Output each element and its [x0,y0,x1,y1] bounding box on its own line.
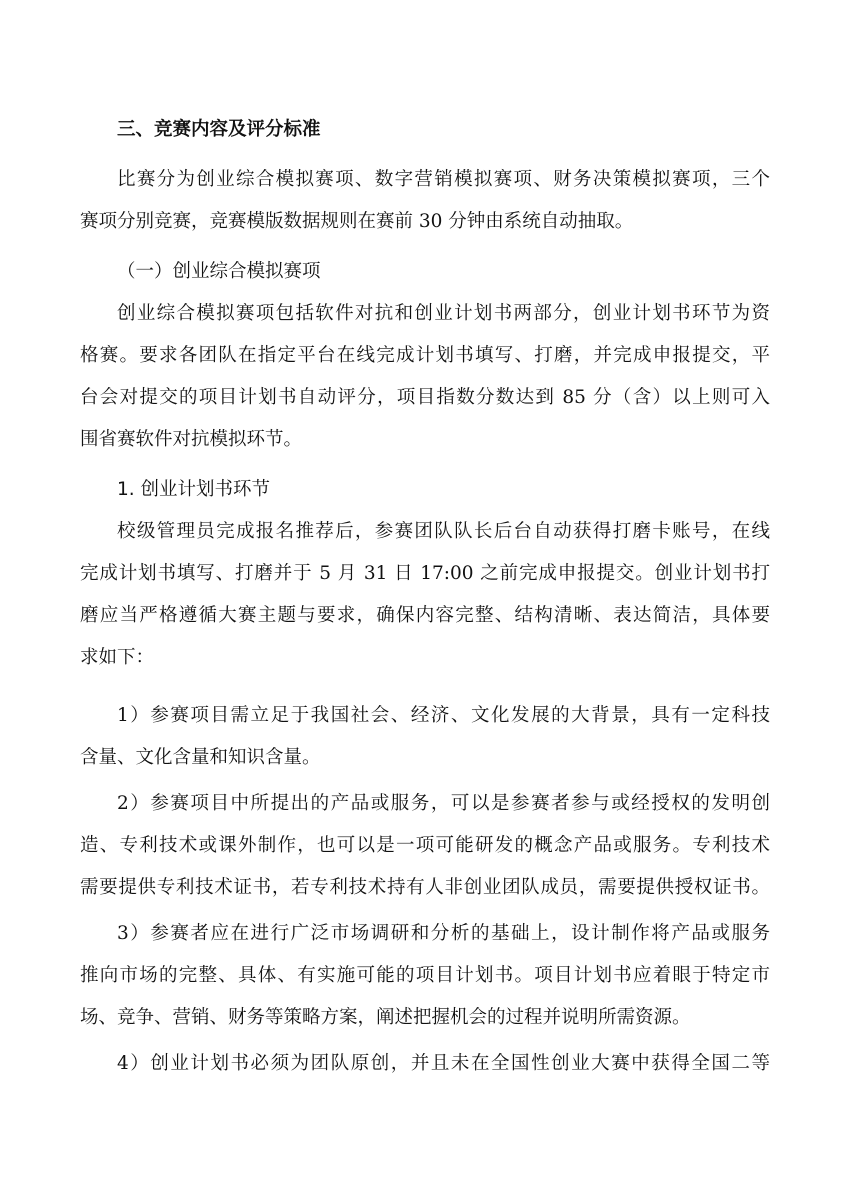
item-para-line-4: 求如下： [80,647,155,668]
req1-line-1: 1）参赛项目需立足于我国社会、经济、文化发展的大背景，具有一定科技 [117,705,770,726]
req4-line-1: 4）创业计划书必须为团队原创，并且未在全国性创业大赛中获得全国二等 [117,1053,770,1074]
item-para-line-1: 校级管理员完成报名推荐后，参赛团队队长后台自动获得打磨卡账号，在线 [117,521,770,542]
subsection-para-line-2: 格赛。要求各团队在指定平台在线完成计划书填写、打磨，并完成申报提交，平 [80,345,770,366]
intro-line-2: 赛项分别竞赛，竞赛模版数据规则在赛前 30 分钟由系统自动抽取。 [80,211,634,232]
subsection-para-line-4: 围省赛软件对抗模拟环节。 [80,429,303,450]
item-heading: 1. 创业计划书环节 [117,479,271,500]
item-para-line-2: 完成计划书填写、打磨并于 5 月 31 日 17:00 之前完成申报提交。创业计划书打 [80,563,770,584]
req2-line-3: 需要提供专利技术证书，若专利技术持有人非创业团队成员，需要提供授权证书。 [80,877,770,898]
req2-line-1: 2）参赛项目中所提出的产品或服务，可以是参赛者参与或经授权的发明创 [117,793,770,814]
req1-line-2: 含量、文化含量和知识含量。 [80,747,321,768]
section-heading: 三、竞赛内容及评分标准 [117,119,321,140]
subsection-para-line-1: 创业综合模拟赛项包括软件对抗和创业计划书两部分，创业计划书环节为资 [117,303,770,324]
intro-line-1: 比赛分为创业综合模拟赛项、数字营销模拟赛项、财务决策模拟赛项，三个 [117,169,770,190]
req3-line-3: 场、竞争、营销、财务等策略方案，阐述把握机会的过程并说明所需资源。 [80,1007,691,1028]
subsection-para-line-3: 台会对提交的项目计划书自动评分，项目指数分数达到 85 分（含）以上则可入 [80,387,770,408]
item-para-line-3: 磨应当严格遵循大赛主题与要求，确保内容完整、结构清晰、表达简洁，具体要 [80,605,770,626]
req2-line-2: 造、专利技术或课外制作，也可以是一项可能研发的概念产品或服务。专利技术 [80,835,770,856]
req3-line-1: 3）参赛者应在进行广泛市场调研和分析的基础上，设计制作将产品或服务 [117,923,770,944]
subsection-heading: （一）创业综合模拟赛项 [117,261,321,282]
req3-line-2: 推向市场的完整、具体、有实施可能的项目计划书。项目计划书应着眼于特定市 [80,965,770,986]
